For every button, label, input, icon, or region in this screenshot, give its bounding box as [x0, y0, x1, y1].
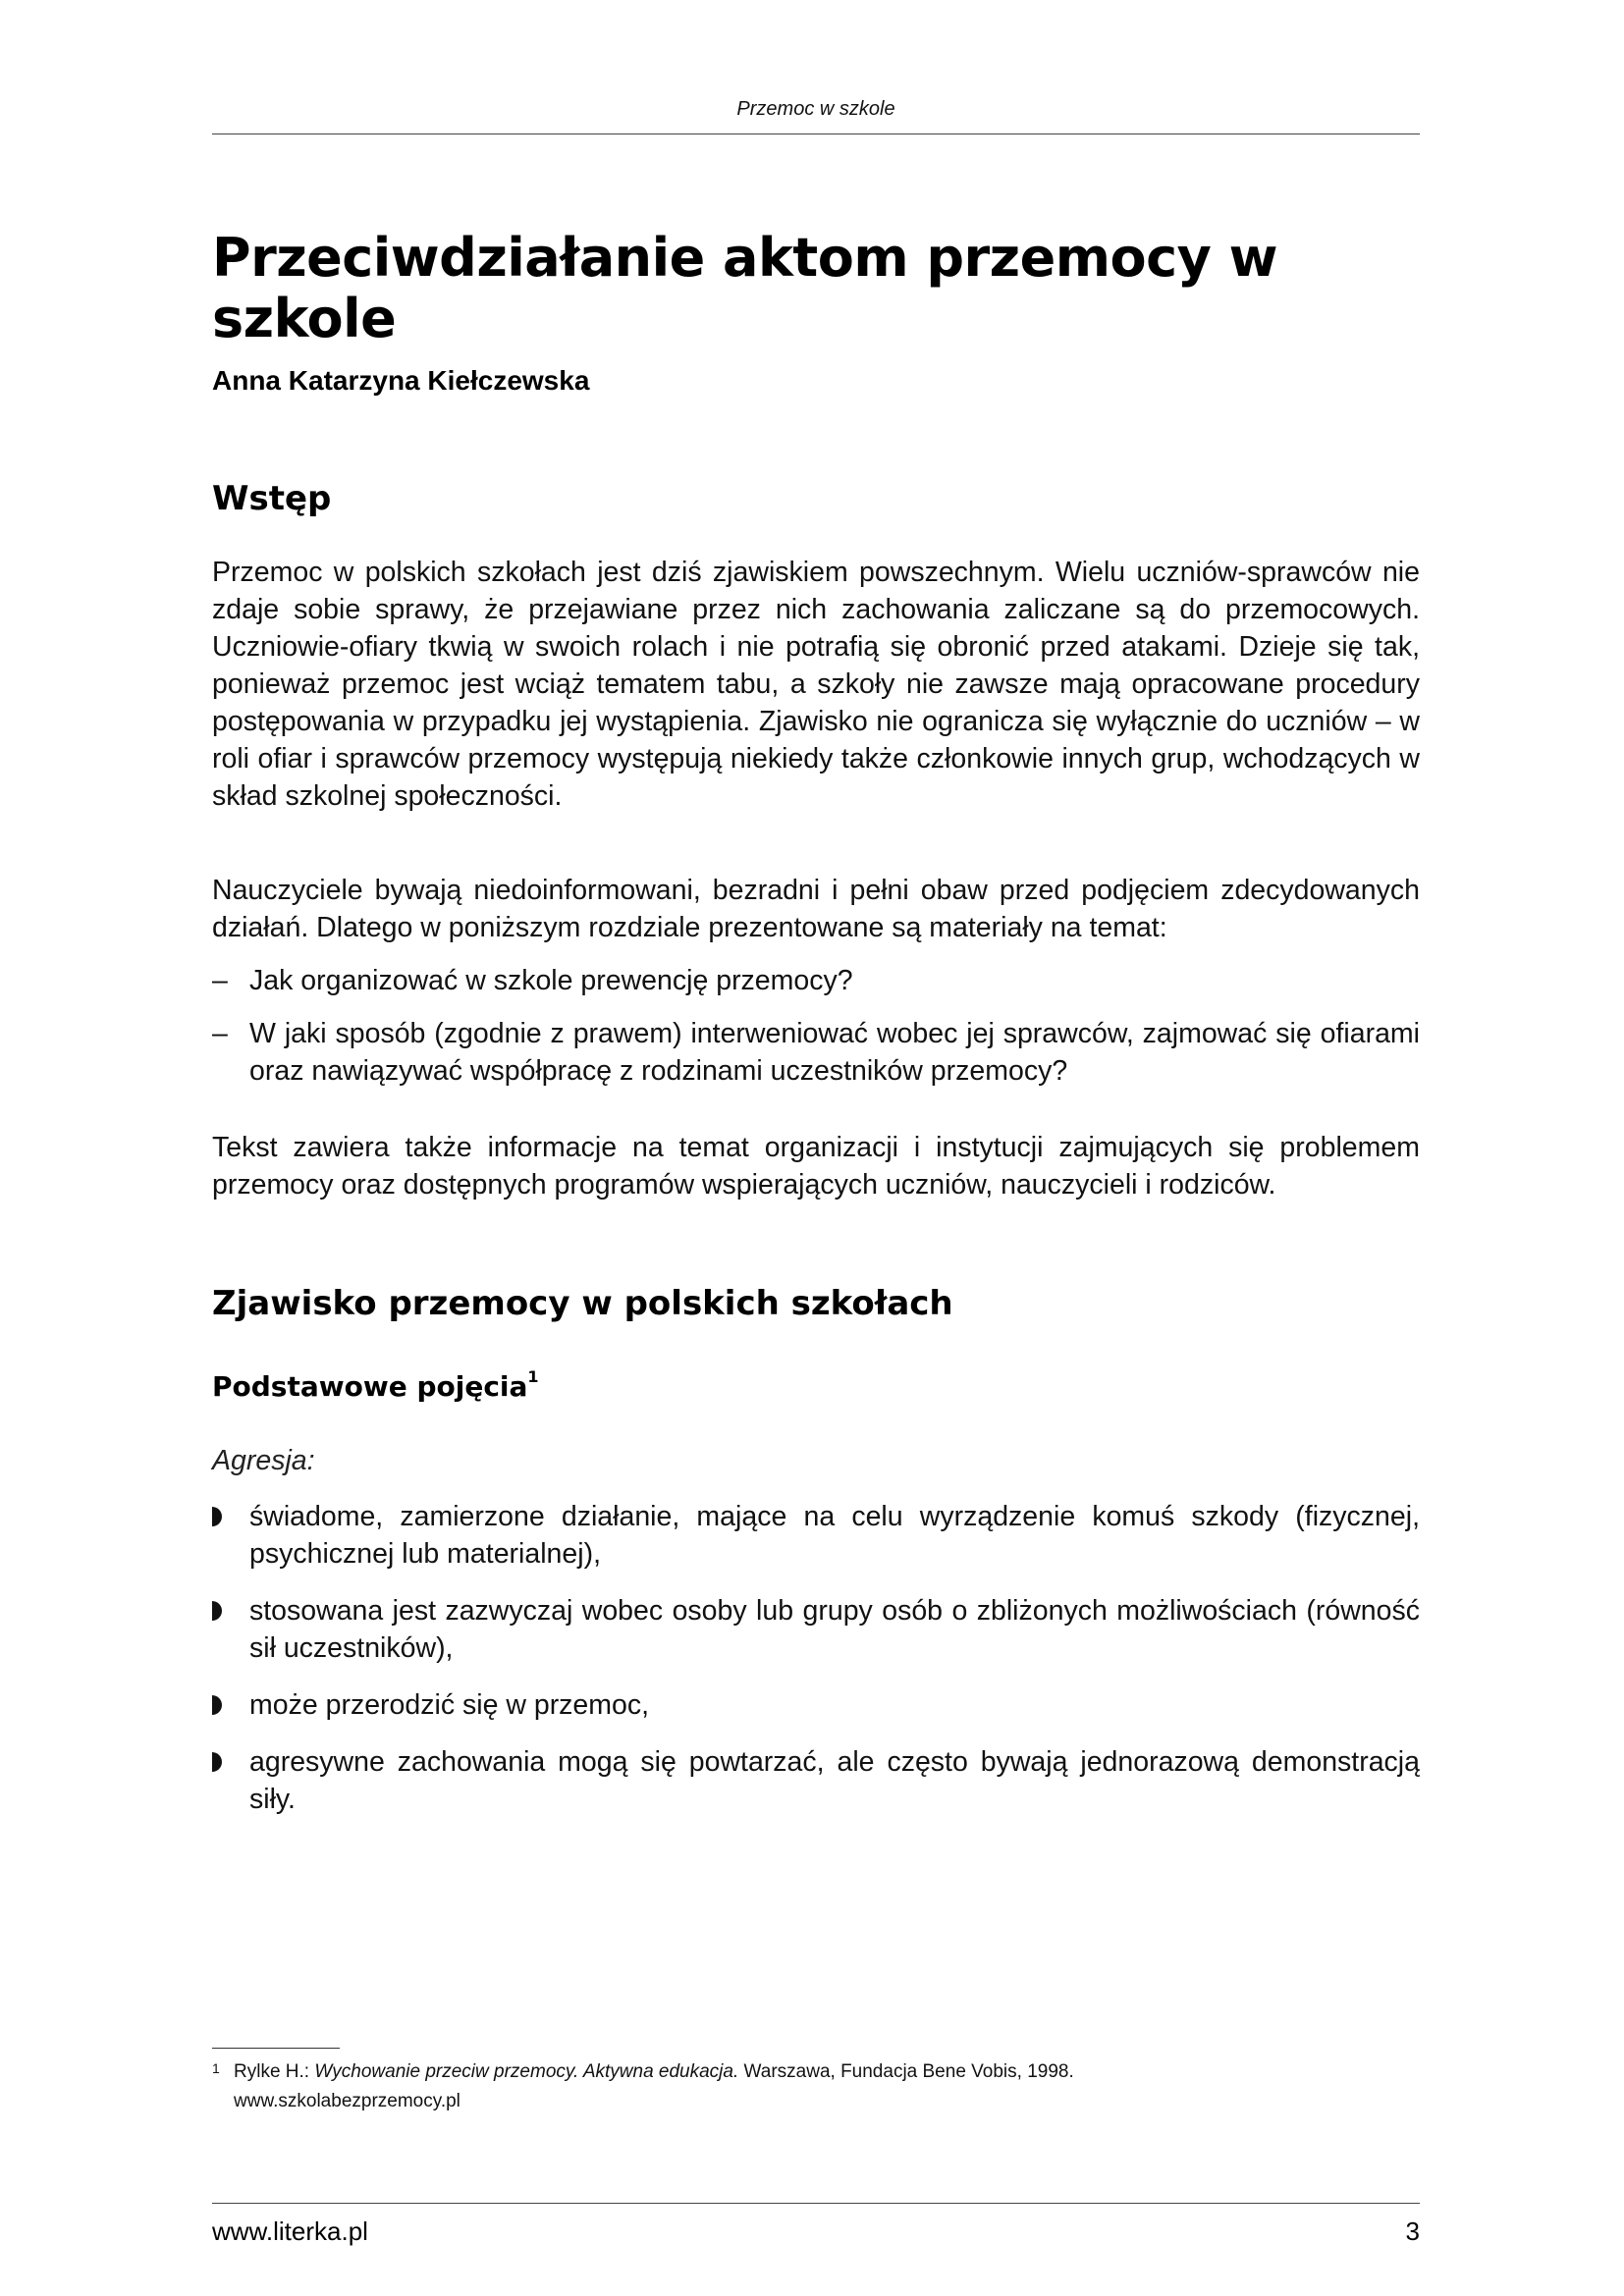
document-page: [212, 0, 1420, 2296]
list-item-text: Jak organizować w szkole prewencję przemocy?: [249, 965, 853, 996]
footnote-reference: 1: [527, 1366, 539, 1386]
footnote-url[interactable]: www.szkolabezprzemocy.pl: [234, 2091, 460, 2111]
footnote-author: Rylke H.:: [234, 2061, 310, 2082]
section-heading: Zjawisko przemocy w polskich szkołach: [212, 1284, 953, 1323]
footnote: [212, 2057, 1420, 2116]
page-number: 3: [1405, 2216, 1420, 2246]
intro-heading: Wstęp: [212, 479, 332, 518]
footnote-publication: Wychowanie przeciw przemocy. Aktywna edukacja.: [314, 2061, 739, 2082]
running-header: Przemoc w szkole: [736, 98, 895, 120]
dash-marker: –: [212, 965, 228, 996]
half-circle-bullet-icon: [212, 1695, 225, 1715]
term-label: Agresja:: [212, 1445, 315, 1476]
question-list: [212, 962, 1420, 1105]
author-name: Anna Katarzyna Kiełczewska: [212, 365, 590, 396]
intro-paragraph-2: Nauczyciele bywają niedoinformowani, bezradni i pełni obaw przed podjęciem zdecydowanych działań. Dlatego w poniższym rozdziale prezentowane są materiały na temat:: [212, 875, 1420, 943]
list-item-text: stosowana jest zazwyczaj wobec osoby lub grupy osób o zbliżonych możliwościach (równość sił uczestników),: [249, 1595, 1420, 1664]
list-item-text: może przerodzić się w przemoc,: [249, 1689, 650, 1721]
list-item: [212, 962, 1420, 999]
list-item-text: W jaki sposób (zgodnie z prawem) interweniować wobec jej sprawców, zajmować się ofiarami oraz nawiązywać współpracę z rodzinami uczestników przemocy?: [249, 1018, 1420, 1087]
list-item: [212, 1015, 1420, 1090]
subsection-heading-text: Podstawowe pojęcia: [212, 1370, 528, 1403]
dash-marker: –: [212, 1018, 228, 1049]
list-item-text: świadome, zamierzone działanie, mające na celu wyrządzenie komuś szkody (fizycznej, psychicznej lub materialnej),: [249, 1501, 1420, 1570]
footer-rule: [212, 2203, 1420, 2204]
footnote-number: 1: [212, 2060, 220, 2076]
half-circle-bullet-icon: [212, 1752, 225, 1772]
footnote-details: Warszawa, Fundacja Bene Vobis, 1998.: [743, 2061, 1074, 2082]
list-item: [212, 1498, 1420, 1573]
half-circle-bullet-icon: [212, 1601, 225, 1621]
definition-list: [212, 1498, 1420, 1838]
intro-paragraph-1: Przemoc w polskich szkołach jest dziś zjawiskiem powszechnym. Wielu uczniów-sprawców nie zdaje sobie sprawy, że przejawiane przez nich zachowania zaliczane są do przemocowych. Uczniowie-ofiary tkwią w swoich rolach i nie potrafią się obronić przed atakami. Dzieje się tak, ponieważ przemoc jest wciąż tematem tabu, a szkoły nie zawsze mają opracowane procedury postępowania w przypadku jej wystąpienia. Zjawisko nie ogranicza się wyłącznie do uczniów – w roli ofiar i sprawców przemocy występują niekiedy także członkowie innych grup, wchodzących w skład szkolnej społeczności.: [212, 557, 1420, 812]
footnote-rule: [212, 2048, 340, 2049]
intro-paragraph-3: Tekst zawiera także informacje na temat organizacji i instytucji zajmujących się problemem przemocy oraz dostępnych programów wspierających uczniów, nauczycieli i rodziców.: [212, 1132, 1420, 1201]
document-title: Przeciwdziałanie aktom przemocy w szkole: [212, 227, 1277, 350]
footnote-body: [212, 2057, 1420, 2116]
footer-site-link[interactable]: www.literka.pl: [212, 2216, 368, 2246]
list-item: [212, 1686, 1420, 1724]
subsection-heading: [212, 1366, 539, 1403]
header-rule: [212, 133, 1420, 134]
list-item: [212, 1743, 1420, 1818]
half-circle-bullet-icon: [212, 1507, 225, 1526]
list-item-text: agresywne zachowania mogą się powtarzać, ale często bywają jednorazową demonstracją siły.: [249, 1746, 1420, 1815]
list-item: [212, 1592, 1420, 1667]
